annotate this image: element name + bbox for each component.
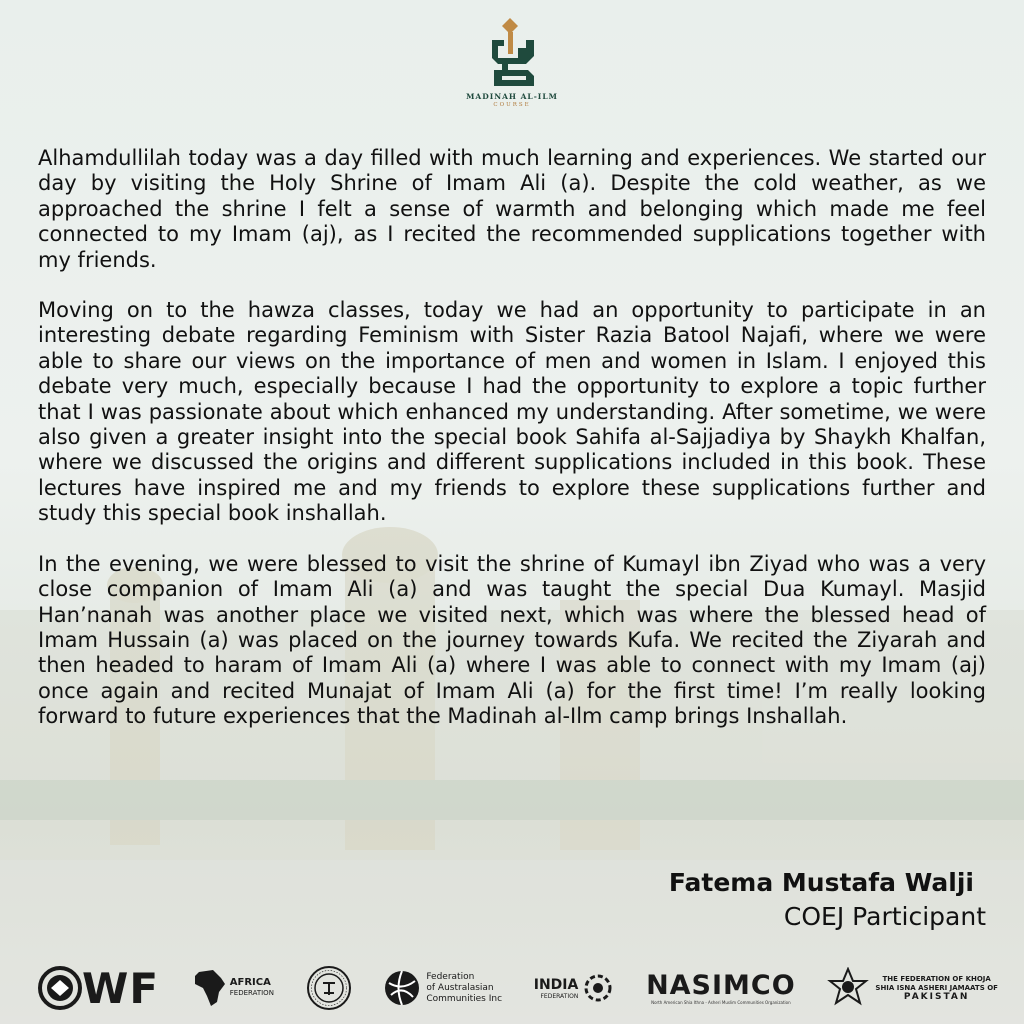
madinah-al-ilm-logo [462, 14, 562, 124]
logo-title: MADINAH AL-ILM [466, 92, 558, 101]
pakistan-emblem-icon [827, 967, 869, 1009]
wf-label: WF [82, 963, 160, 1013]
fac-ball-icon [383, 969, 421, 1007]
reflection-text [38, 146, 986, 755]
wf-logo [38, 964, 159, 1013]
pakistan-federation-logo [827, 967, 998, 1009]
fac-label-3: Communities Inc [426, 993, 503, 1004]
author-signature [669, 866, 986, 934]
coej-seal-icon [306, 965, 352, 1011]
africa-map-icon [191, 968, 227, 1008]
pakistan-label-2: SHIA ISNA ASHERI JAMAATS OF [875, 983, 998, 992]
author-role: COEJ Participant [783, 902, 986, 931]
coej-logo [306, 965, 352, 1011]
fac-label-2: of Australasian [426, 982, 494, 993]
fac-logo [383, 969, 502, 1007]
pakistan-label-3: PAKISTAN [903, 991, 970, 1002]
wf-globe-icon [38, 966, 82, 1010]
fac-label-1: Federation [426, 971, 475, 982]
madinah-logo-icon [484, 14, 540, 90]
pakistan-label-1: THE FEDERATION OF KHOJA [882, 974, 991, 983]
africa-label-2: FEDERATION [229, 989, 274, 997]
africa-label-1: AFRICA [229, 977, 271, 988]
logo-subtitle: COURSE [493, 102, 531, 108]
africa-federation-logo [191, 968, 274, 1008]
partner-logos [38, 960, 998, 1016]
india-emblem-icon [582, 972, 614, 1004]
india-federation-logo [534, 972, 615, 1004]
author-name: Fatema Mustafa Walji [668, 868, 974, 897]
india-label-1: INDIA [533, 976, 579, 993]
nasimco-tagline: North American Shia Ithna - Asheri Muslim Communities Organization [651, 999, 791, 1005]
paragraph-1: Alhamdullilah today was a day filled with much learning and experiences. We started our day by visiting the Holy Shrine of Imam Ali (a). Despite the cold weather, as we approached the shrine I felt a sense of warmth and belonging which made me feel connected to my Imam (aj), as I recited the recommended supplications together with my friends. [38, 146, 986, 272]
india-label-2: FEDERATION [540, 992, 579, 1000]
nasimco-label: NASIMCO [646, 969, 796, 1001]
paragraph-3: In the evening, we were blessed to visit the shrine of Kumayl ibn Ziyad who was a very close companion of Imam Ali (a) and was taught the special Dua Kumayl. Masjid Han’nanah was another place we visited next, which was where the blessed head of Imam Hussain (a) was placed on the journey towards Kufa. We recited the Ziyarah and then headed to haram of Imam Ali (a) where I was able to connect with my Imam (aj) once again and recited Munajat of Imam Ali (a) for the first time! I’m really looking forward to future experiences that the Madinah al-Ilm camp brings Inshallah. [38, 551, 986, 729]
paragraph-2: Moving on to the hawza classes, today we had an opportunity to participate in an interesting debate regarding Feminism with Sister Razia Batool Najafi, where we were able to share our views on the importance of men and women in Islam. I enjoyed this debate very much, especially because I had the opportunity to explore a topic further that I was passionate about which enhanced my understanding. After sometime, we were also given a greater insight into the special book Sahifa al-Sajjadiya by Shaykh Khalfan, where we discussed the origins and different supplications included in this book. These lectures have inspired me and my friends to explore these supplications further and study this special book inshallah. [38, 298, 986, 526]
nasimco-logo [646, 969, 796, 1005]
